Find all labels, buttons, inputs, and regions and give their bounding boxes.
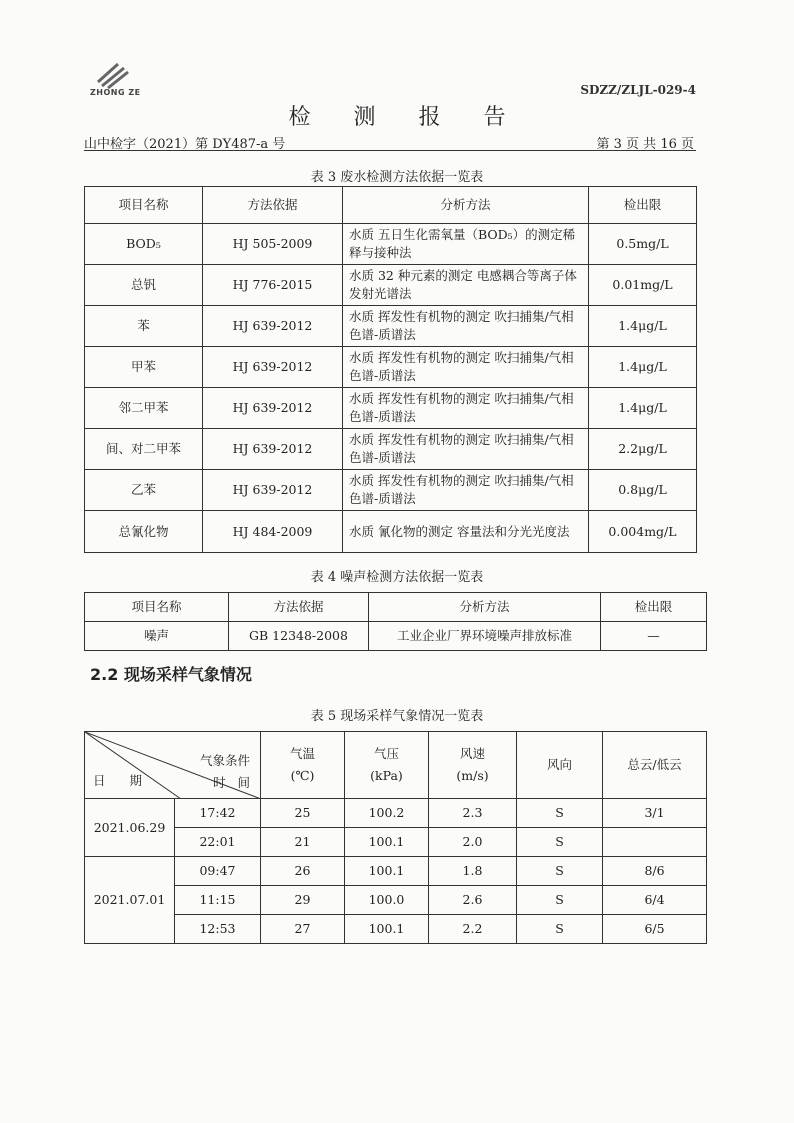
wind-speed-cell: 2.0 — [429, 828, 517, 857]
diag-label-date: 日 期 — [93, 773, 152, 788]
detection-limit: — — [601, 622, 707, 651]
time-cell: 12:53 — [175, 915, 261, 944]
table5-caption: 表 5 现场采样气象情况一览表 — [310, 709, 484, 724]
page-info: 第 3 页 共 16 页 — [596, 137, 694, 152]
header-label: 气压 — [373, 746, 399, 761]
table-row — [85, 622, 707, 651]
detection-limit: 1.4μg/L — [589, 306, 697, 347]
analysis-method: 水质 挥发性有机物的测定 吹扫捕集/气相色谱-质谱法 — [343, 470, 589, 511]
table-row — [85, 799, 707, 828]
weather-table — [84, 731, 707, 944]
column-header-wind-speed — [429, 732, 517, 799]
table-row — [85, 306, 697, 347]
column-header: 项目名称 — [85, 593, 229, 622]
analysis-method: 水质 挥发性有机物的测定 吹扫捕集/气相色谱-质谱法 — [343, 347, 589, 388]
detection-limit: 0.8μg/L — [589, 470, 697, 511]
temp-cell: 26 — [261, 857, 345, 886]
method-basis: HJ 639-2012 — [203, 429, 343, 470]
temp-cell: 29 — [261, 886, 345, 915]
method-basis: HJ 484-2009 — [203, 511, 343, 553]
header-divider — [84, 150, 696, 151]
document-code: SDZZ/ZLJL-029-4 — [580, 83, 696, 97]
method-basis: HJ 639-2012 — [203, 470, 343, 511]
table-row — [85, 265, 697, 306]
pressure-cell: 100.1 — [345, 915, 429, 944]
table-header-row — [85, 593, 707, 622]
table-row — [85, 857, 707, 886]
table-header-row — [85, 187, 697, 224]
method-basis: HJ 776-2015 — [203, 265, 343, 306]
pressure-cell: 100.2 — [345, 799, 429, 828]
detection-limit: 0.01mg/L — [589, 265, 697, 306]
item-name: 间、对二甲苯 — [85, 429, 203, 470]
item-name: BOD₅ — [85, 224, 203, 265]
detection-limit: 0.004mg/L — [589, 511, 697, 553]
method-basis: GB 12348-2008 — [229, 622, 369, 651]
temp-cell: 25 — [261, 799, 345, 828]
diagonal-header-cell — [85, 732, 261, 799]
method-basis: HJ 639-2012 — [203, 388, 343, 429]
analysis-method: 水质 五日生化需氧量（BOD₅）的测定稀释与接种法 — [343, 224, 589, 265]
column-header: 检出限 — [601, 593, 707, 622]
analysis-method: 水质 挥发性有机物的测定 吹扫捕集/气相色谱-质谱法 — [343, 306, 589, 347]
detection-limit: 1.4μg/L — [589, 388, 697, 429]
pressure-cell: 100.1 — [345, 828, 429, 857]
logo-stripes-icon — [88, 60, 138, 90]
item-name: 总氰化物 — [85, 511, 203, 553]
time-cell: 09:47 — [175, 857, 261, 886]
wastewater-method-table — [84, 186, 697, 553]
method-basis: HJ 639-2012 — [203, 306, 343, 347]
column-header: 方法依据 — [229, 593, 369, 622]
analysis-method: 工业企业厂界环境噪声排放标准 — [369, 622, 601, 651]
temp-cell: 21 — [261, 828, 345, 857]
item-name: 苯 — [85, 306, 203, 347]
table-row — [85, 886, 707, 915]
detection-limit: 1.4μg/L — [589, 347, 697, 388]
table-row — [85, 828, 707, 857]
table3-caption: 表 3 废水检测方法依据一览表 — [310, 170, 484, 185]
method-basis: HJ 505-2009 — [203, 224, 343, 265]
item-name: 邻二甲苯 — [85, 388, 203, 429]
cloud-cell: 8/6 — [603, 857, 707, 886]
page-title: 检 测 报 告 — [288, 105, 524, 130]
wind-dir-cell: S — [517, 857, 603, 886]
header-unit: (m/s) — [456, 768, 489, 783]
header-label: 风速 — [459, 746, 485, 761]
pressure-cell: 100.0 — [345, 886, 429, 915]
diag-label-time: 时 间 — [213, 775, 254, 790]
wind-dir-cell: S — [517, 828, 603, 857]
analysis-method: 水质 挥发性有机物的测定 吹扫捕集/气相色谱-质谱法 — [343, 388, 589, 429]
detection-limit: 0.5mg/L — [589, 224, 697, 265]
column-header-pressure — [345, 732, 429, 799]
cloud-cell: 6/4 — [603, 886, 707, 915]
diag-label-conditions: 气象条件 — [199, 753, 250, 768]
table-row — [85, 915, 707, 944]
wind-dir-cell: S — [517, 799, 603, 828]
item-name: 甲苯 — [85, 347, 203, 388]
analysis-method: 水质 氰化物的测定 容量法和分光光度法 — [343, 511, 589, 553]
wind-dir-cell: S — [517, 886, 603, 915]
column-header: 分析方法 — [369, 593, 601, 622]
date-cell: 2021.07.01 — [85, 857, 175, 944]
item-name: 噪声 — [85, 622, 229, 651]
wind-dir-cell: S — [517, 915, 603, 944]
temp-cell: 27 — [261, 915, 345, 944]
detection-limit: 2.2μg/L — [589, 429, 697, 470]
wind-speed-cell: 2.3 — [429, 799, 517, 828]
cloud-cell: 6/5 — [603, 915, 707, 944]
table-row — [85, 224, 697, 265]
wind-speed-cell: 1.8 — [429, 857, 517, 886]
column-header: 方法依据 — [203, 187, 343, 224]
time-cell: 22:01 — [175, 828, 261, 857]
column-header-temp — [261, 732, 345, 799]
pressure-cell: 100.1 — [345, 857, 429, 886]
date-cell: 2021.06.29 — [85, 799, 175, 857]
analysis-method: 水质 挥发性有机物的测定 吹扫捕集/气相色谱-质谱法 — [343, 429, 589, 470]
table-row — [85, 470, 697, 511]
column-header: 检出限 — [589, 187, 697, 224]
table-row — [85, 388, 697, 429]
column-header: 项目名称 — [85, 187, 203, 224]
header-unit: (℃) — [290, 768, 315, 783]
header-unit: (kPa) — [370, 768, 403, 783]
logo-text: ZHONG ZE — [90, 88, 141, 97]
method-basis: HJ 639-2012 — [203, 347, 343, 388]
report-number: 山中检字（2021）第 DY487-a 号 — [84, 137, 286, 152]
noise-method-table — [84, 592, 707, 651]
wind-speed-cell: 2.2 — [429, 915, 517, 944]
time-cell: 11:15 — [175, 886, 261, 915]
item-name: 乙苯 — [85, 470, 203, 511]
wind-speed-cell: 2.6 — [429, 886, 517, 915]
time-cell: 17:42 — [175, 799, 261, 828]
item-name: 总钒 — [85, 265, 203, 306]
table-row — [85, 429, 697, 470]
column-header-cloud: 总云/低云 — [603, 732, 707, 799]
table-row — [85, 347, 697, 388]
cloud-cell: 3/1 — [603, 799, 707, 828]
table4-caption: 表 4 噪声检测方法依据一览表 — [310, 570, 484, 585]
table-row — [85, 511, 697, 553]
column-header-wind-dir: 风向 — [517, 732, 603, 799]
analysis-method: 水质 32 种元素的测定 电感耦合等离子体发射光谱法 — [343, 265, 589, 306]
column-header: 分析方法 — [343, 187, 589, 224]
cloud-cell — [603, 828, 707, 857]
table-header-row — [85, 732, 707, 799]
header-label: 气温 — [289, 746, 315, 761]
section-heading: 2.2 现场采样气象情况 — [90, 665, 252, 684]
